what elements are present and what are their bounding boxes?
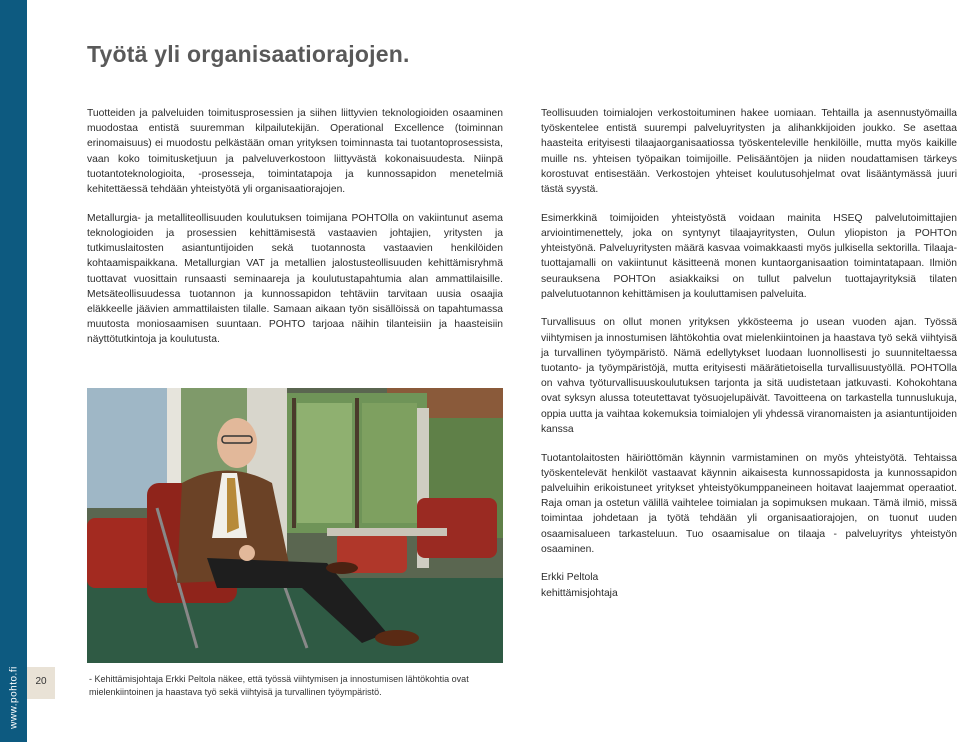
page-number: 20 bbox=[35, 676, 47, 687]
left-paragraph-1: Tuotteiden ja palveluiden toimitusprosessien ja siihen liittyvien teknologioiden osaaminen muodostaa entistä suuremman kilpailutekijän. Operational Excellence (toiminnan erinomaisuus) ei muodostu pelkästään oman yrityksen toiminnasta tai tuotantoprosessista, vaan koko toimitusketjuun ja palveluverkostoon liittyvästä kokonaisuudesta. Niinpä tuotantoteknologioita, -prosesseja, toimintatapoja ja kunnossapidon menetelmiä kehitettäessä tehdään yhteistyötä yli organisaatiorajojen. bbox=[87, 108, 503, 196]
portrait-photo bbox=[87, 388, 503, 663]
photo-caption: - Kehittämisjohtaja Erkki Peltola näkee, että työssä viihtymisen ja innostumisen lähtökohtia ovat mielenkiintoinen ja haastava työ sekä viihtyisä ja turvallinen työympäristö. bbox=[89, 674, 469, 697]
right-paragraph-1: Teollisuuden toimialojen verkostoituminen hakee uomiaan. Tehtailla ja asennustyömailla työskentelee entistä suurempi palveluyritysten ja alihankkijoiden joukko. Se asettaa haasteita erityisesti tilaajaorganisaatiossa työskenteleville henkilöille, mutta myös kaikille muille ns. yhteisen työpaikan toimijoille. Pelisääntöjen ja niiden noudattamisen tärkeys korostuvat entisestään. Verkostojen yhteiset koulutusohjelmat ovat lisääntymässä juuri tästä syystä. bbox=[541, 108, 957, 196]
side-bar bbox=[0, 0, 27, 742]
right-paragraph-4: Tuotantolaitosten häiriöttömän käynnin varmistaminen on myös yhteistyötä. Tehtaissa työskentelevät henkilöt vastaavat käynnin aikaisesta kunnossapidosta ja kunnossapidon palveluihin erikoistuneet yritykset yhteistyökumppaneineen hoitavat laajemmat operaatiot. Raja oman ja ostetun välillä vaihtelee toimialan ja sopimuksen mukaan. Tämä ilmiö, missä toimintaa johdetaan ja työtä tehdään yli organisaatiorajojen, on tuonut uuden osaamisalueen tarkasteluun. Tuo osaamisalue on tilaaja - palveluyritys yhteistyön osaaminen. bbox=[541, 452, 957, 555]
signature-title: kehittämisjohtaja bbox=[541, 587, 618, 599]
page-title: Työtä yli organisaatiorajojen. bbox=[87, 41, 410, 67]
page-number-box bbox=[27, 667, 55, 699]
signature bbox=[541, 570, 957, 600]
right-paragraph-2: Esimerkkinä toimijoiden yhteistyöstä voidaan mainita HSEQ palvelutoimittajien arviointimenettely, joka on syntynyt tilaajayritysten, Oulun yliopiston ja POHTOn yhteistyönä. Palveluyritysten määrä kasvaa voimakkaasti myös julkisella sektorilla. Tilaaja-tuottajamalli on vakiintunut käsitteenä monen kuntaorganisaation toimintatapaan. Ilmiön seurauksena POHTOn asiakkaiksi on tullut palvelun tuottajayrityksiä tilaten palvelutuotannon kehittämisen ja kouluttamisen palveluita. bbox=[541, 212, 957, 300]
right-paragraph-3: Turvallisuus on ollut monen yrityksen ykkösteema jo usean vuoden ajan. Työssä viihtymisen ja innostumisen lähtökohtia ovat mielenkiintoinen ja haastava työ sekä viihtyisä ja turvallinen työympäristö. Nämä edellytykset luodaan luonnollisesti jo suunniteltaessa tuotanto- ja työympäristöjä, mutta erityisesti määrätietoisella turvallisuustyöllä. POHTOlla on vahva työturvallisuuskoulutuksen tarjonta ja sitä uudistetaan jatkuvasti. Kohokohtana ovat syksyn alussa toteutettavat työsuojelupäivät. Tavoitteena on tarkastella tunnuslukuja, oppia uutta ja vaihtaa kokemuksia toimialojen yli yhdessä viranomaisten ja asiantuntijoiden kanssa bbox=[541, 317, 957, 435]
signature-name: Erkki Peltola bbox=[541, 572, 599, 584]
right-column bbox=[541, 106, 957, 601]
left-paragraph-2: Metallurgia- ja metalliteollisuuden koulutuksen toimijana POHTOlla on vakiintunut asema teknologioiden ja prosessien kehittämisestä vastaavien johtajien, yritysten ja tutkimuslaitosten asiantuntijoiden sekä tuotannosta vastaavien henkilöiden kohtaamispaikkana. Metallurgian VAT ja metallien jalostusteollisuuden kehittämisryhmä tuottavat vuosittain runsaasti seminaareja ja koulutustapahtumia alan ammattilaisille. Metsäteollisuudessa tuotannon ja kunnossapidon tehtäviin tarvitaan uusia osaajia eläkkeelle jäävien ammattilaisten tilalle. Samaan aikaan työn sisällöissä on tapahtumassa muutosta moniosaamisen suuntaan. POHTO tarjoaa näihin tilanteisiin ja haasteisiin näyttötutkintoja ja koulutusta. bbox=[87, 212, 503, 346]
left-column bbox=[87, 106, 503, 361]
website-url: www.pohto.fi bbox=[8, 666, 20, 729]
